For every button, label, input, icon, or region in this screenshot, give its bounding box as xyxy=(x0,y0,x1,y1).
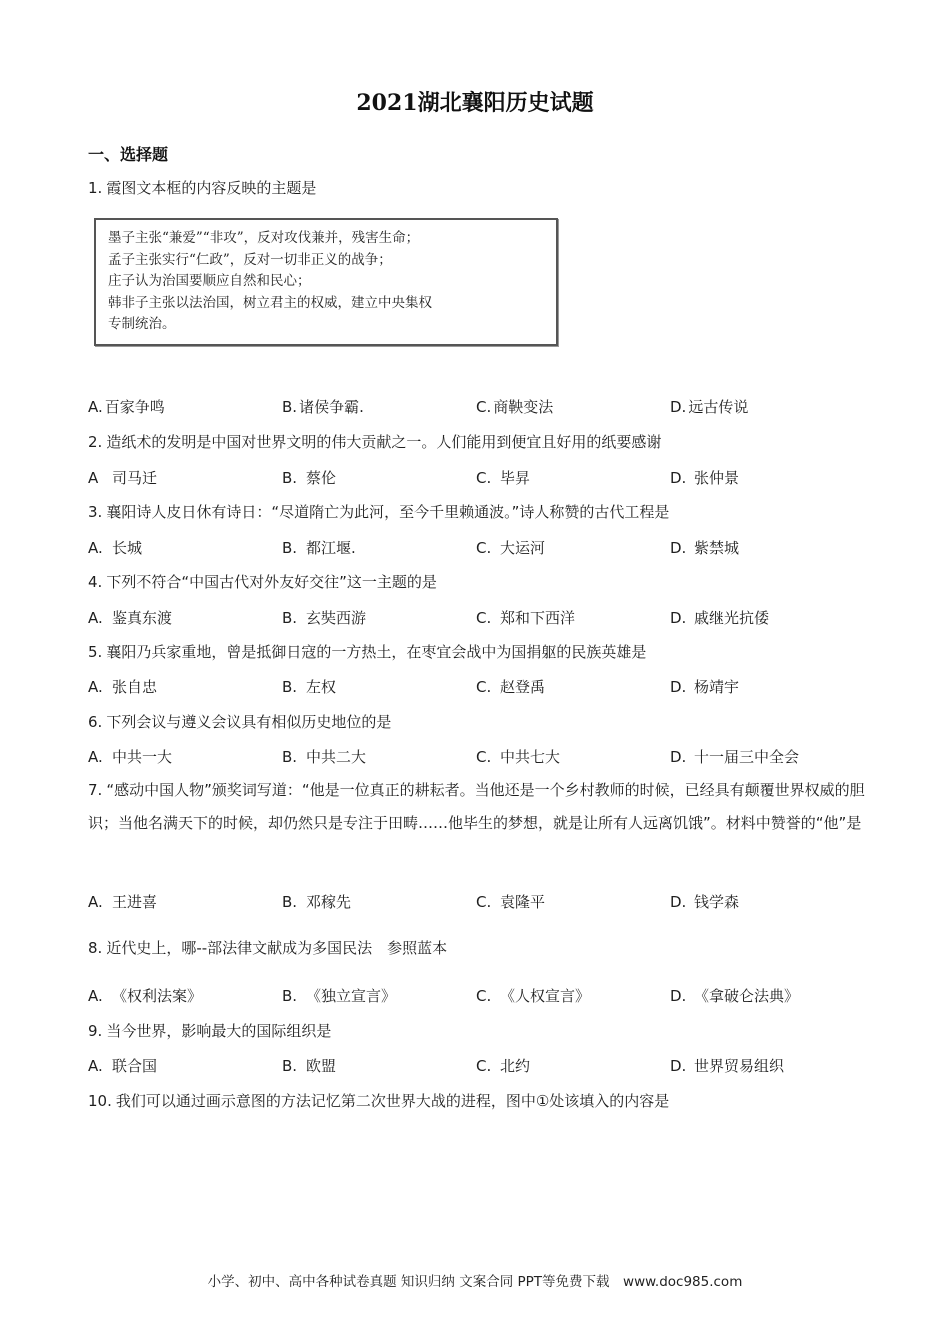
question-stem: 近代史上，哪--部法律文献成为多国民法 参照蓝本 xyxy=(106,939,448,957)
option-d: D. 世界贸易组织 xyxy=(670,1057,785,1075)
option-b: B. 欧盟 xyxy=(282,1057,337,1075)
question-number: 6. xyxy=(88,713,103,731)
question-number: 7. xyxy=(88,781,103,799)
question-number: 4. xyxy=(88,573,103,591)
question-stem: 造纸术的发明是中国对世界文明的伟大贡献之一。人们能用到便宜且好用的纸要感谢 xyxy=(106,433,662,451)
question-number: 5. xyxy=(88,643,103,661)
text-box-line: 墨子主张“兼爱”“非攻”，反对攻伐兼并，残害生命； xyxy=(108,230,420,246)
option-c: C. 北约 xyxy=(476,1057,531,1075)
options-row-1 xyxy=(88,396,868,418)
option-a: A. 鉴真东渡 xyxy=(88,609,173,627)
question-9 xyxy=(88,1020,868,1041)
option-d: D. 杨靖宇 xyxy=(670,678,740,696)
option-d: D. 戚继光抗倭 xyxy=(670,609,770,627)
option-b: B. 邓稼先 xyxy=(282,893,352,911)
option-c: C. 中共七大 xyxy=(476,748,561,766)
option-b: B. 诸侯争霸. xyxy=(282,398,364,416)
option-b: B. 蔡伦 xyxy=(282,469,337,487)
question-1 xyxy=(88,177,868,198)
option-b: B. 中共二大 xyxy=(282,748,367,766)
question-stem: 当今世界，影响最大的国际组织是 xyxy=(106,1022,332,1040)
option-b: B. 《独立宣言》 xyxy=(282,987,397,1005)
option-a: A. 长城 xyxy=(88,539,143,557)
question-4 xyxy=(88,571,868,592)
text-box-line: 韩非子主张以法治国，树立君主的权威，建立中央集权 xyxy=(108,294,432,311)
options-row-3 xyxy=(88,537,868,559)
option-c: C. 袁隆平 xyxy=(476,893,546,911)
question-7 xyxy=(88,774,868,840)
question-stem: 霞图文本框的内容反映的主题是 xyxy=(106,179,317,197)
option-c: C. 郑和下西洋 xyxy=(476,609,576,627)
question-3 xyxy=(88,501,868,522)
options-row-2 xyxy=(88,467,868,489)
question-6 xyxy=(88,711,868,732)
option-d: D. 十一届三中全会 xyxy=(670,748,800,766)
options-row-4 xyxy=(88,607,868,629)
option-a: A. 联合国 xyxy=(88,1057,158,1075)
text-box-line: 庄子认为治国要顺应自然和民心； xyxy=(108,273,311,289)
options-row-8 xyxy=(88,985,868,1007)
options-row-5 xyxy=(88,676,868,698)
section-heading: 一、选择题 xyxy=(88,145,169,164)
question-8 xyxy=(88,937,868,958)
question-stem: “感动中国人物”颁奖词写道：“他是一位真正的耕耘者。当他还是一个乡村教师的时候，已经具有颠覆世界权威的胆识；当他名满天下的时候，却仍然只是专注于田畴……他毕生的梦想，就是让所有人远离饥饿”。材料中赞誉的“他”是 xyxy=(88,781,865,832)
question-number: 2. xyxy=(88,433,103,451)
question-stem: 下列会议与遵义会议具有相似历史地位的是 xyxy=(106,713,392,731)
option-d: D. 紫禁城 xyxy=(670,539,740,557)
option-a: A. 《权利法案》 xyxy=(88,987,203,1005)
option-d: D. 《拿破仑法典》 xyxy=(670,987,800,1005)
question-10 xyxy=(88,1090,868,1111)
options-row-6 xyxy=(88,746,868,768)
option-d: D. 钱学森 xyxy=(670,893,740,911)
question-number: 10. xyxy=(88,1092,112,1110)
page-title: 2021湖北襄阳历史试题 xyxy=(356,90,594,116)
text-box-figure xyxy=(94,218,558,346)
text-box-line: 专制统治。 xyxy=(108,316,176,332)
question-number: 8. xyxy=(88,939,103,957)
question-2 xyxy=(88,431,868,452)
option-c: C. 毕昇 xyxy=(476,469,531,487)
option-b: B. 左权 xyxy=(282,678,337,696)
question-stem: 下列不符合“中国古代对外友好交往”这一主题的是 xyxy=(106,573,437,591)
text-box-line: 孟子主张实行“仁政”，反对一切非正义的战争； xyxy=(108,251,392,268)
question-stem: 我们可以通过画示意图的方法记忆第二次世界大战的进程，图中①处该填入的内容是 xyxy=(115,1092,670,1110)
footer-text: 小学、初中、高中各种试卷真题 知识归纳 文案合同 PPT等免费下载 www.doc985.com xyxy=(207,1274,743,1290)
question-number: 3. xyxy=(88,503,103,521)
option-a: A 司马迁 xyxy=(88,469,158,487)
question-5 xyxy=(88,641,868,662)
option-c: C. 赵登禹 xyxy=(476,678,546,696)
option-a: A. 王进喜 xyxy=(88,893,158,911)
option-a: A. 张自忠 xyxy=(88,678,158,696)
question-number: 1. xyxy=(88,179,103,197)
question-stem: 襄阳诗人皮日休有诗日：“尽道隋亡为此河，至今千里赖通波。”诗人称赞的古代工程是 xyxy=(106,503,670,521)
option-d: D. 张仲景 xyxy=(670,469,740,487)
question-stem: 襄阳乃兵家重地，曾是抵御日寇的一方热土，在枣宜会战中为国捐躯的民族英雄是 xyxy=(106,643,647,661)
option-a: A. 中共一大 xyxy=(88,748,173,766)
option-c: C. 大运河 xyxy=(476,539,546,557)
option-d: D. 远古传说 xyxy=(670,398,749,416)
option-b: B. 都江堰. xyxy=(282,539,356,557)
options-row-9 xyxy=(88,1055,868,1077)
option-c: C. 《人权宣言》 xyxy=(476,987,591,1005)
option-c: C. 商鞅变法 xyxy=(476,398,554,416)
option-b: B. 玄奘西游 xyxy=(282,609,367,627)
option-a: A. 百家争鸣 xyxy=(88,398,165,416)
options-row-7 xyxy=(88,891,868,913)
question-number: 9. xyxy=(88,1022,103,1040)
